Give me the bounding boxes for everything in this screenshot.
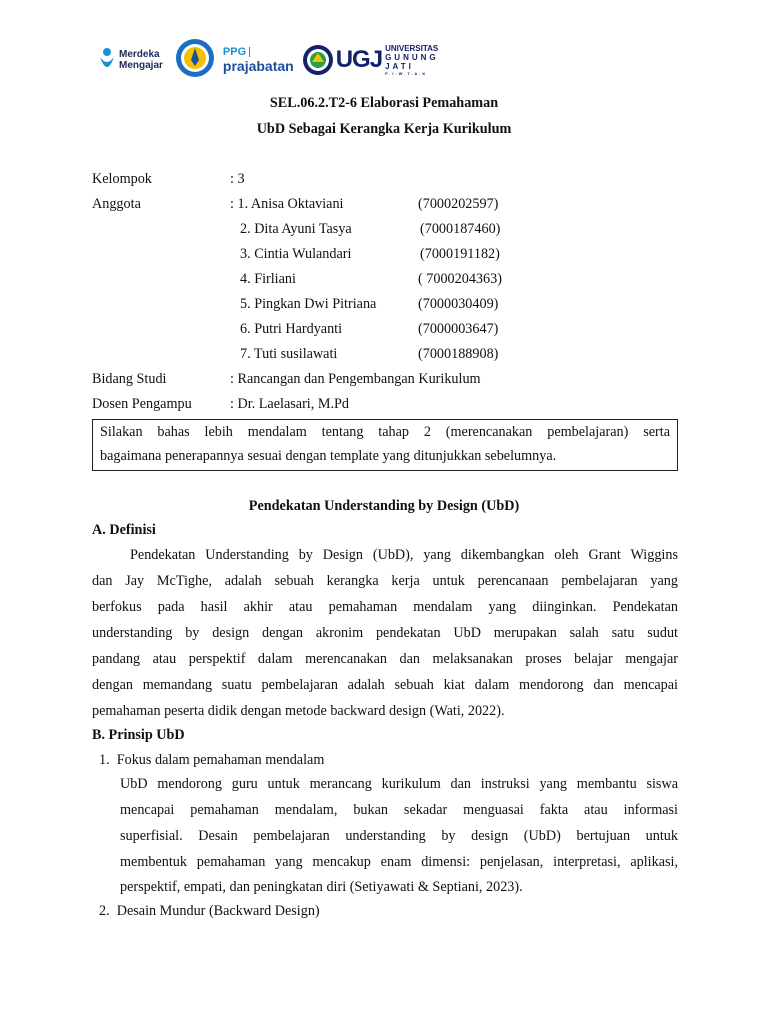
member-name: 3. Cintia Wulandari	[240, 246, 352, 262]
section-title: Pendekatan Understanding by Design (UbD)	[248, 498, 520, 514]
merdeka-mengajar-icon	[98, 47, 116, 73]
bidang-studi-label: Bidang Studi	[92, 371, 167, 387]
tut-wuri-handayani-icon	[175, 38, 215, 78]
member-id: ( 7000204363)	[418, 271, 502, 287]
member-name: 6. Putri Hardyanti	[240, 321, 343, 337]
paragraph-line: dan Jay McTighe, adalah sebuah kerangka kerja untuk perencanaan pembelajaran yang	[92, 573, 678, 589]
member-id: (7000191182)	[420, 246, 500, 262]
paragraph-line: understanding by design dengan akronim pendekatan UbD merupakan salah satu sudut	[92, 625, 678, 641]
member-name: 4. Firliani	[240, 271, 296, 287]
merdeka-mengajar-logo	[98, 47, 163, 73]
paragraph-line: UbD mendorong guru untuk merancang kurikulum dan instruksi yang membantu siswa	[120, 776, 678, 792]
paragraph-line: pandang atau perspektif dalam merencanakan dan melaksanakan proses belajar mengajar	[92, 651, 678, 667]
kelompok-label: Kelompok	[92, 171, 152, 187]
instruction-line: bagaimana penerapannya sesuai dengan template yang ditunjukkan sebelumnya.	[100, 448, 557, 464]
paragraph-line: perspektif, empati, dan peningkatan diri (Setiyawati & Septiani, 2023).	[120, 879, 523, 895]
paragraph-line: Pendekatan Understanding by Design (UbD), yang dikembangkan oleh Grant Wiggins	[130, 547, 678, 563]
ppg-prajabatan-logo	[223, 46, 294, 74]
section-b-heading: B. Prinsip UbD	[92, 727, 185, 743]
mengajar-text: Mengajar	[119, 60, 163, 71]
member-id: (7000188908)	[418, 346, 499, 362]
paragraph-line: berfokus pada hasil akhir atau pemahaman mendalam yang diinginkan. Pendekatan	[92, 599, 678, 615]
member-name: 5. Pingkan Dwi Pitriana	[240, 296, 377, 312]
paragraph-line: pemahaman peserta didik dengan metode backward design (Wati, 2022).	[92, 703, 505, 719]
paragraph-line: superfisial. Desain pembelajaran understanding by design (UbD) bertujuan untuk	[120, 828, 678, 844]
member-id: (7000202597)	[418, 196, 499, 212]
section-a-heading: A. Definisi	[92, 522, 156, 538]
prajabatan-text: prajabatan	[222, 58, 294, 74]
ugj-gunung-text: GUNUNG	[385, 53, 439, 62]
ugj-logo	[302, 44, 439, 76]
ugj-universitas-text: UNIVERSITAS	[385, 44, 439, 53]
anggota-label: Anggota	[92, 196, 141, 212]
ugj-seal-icon	[302, 44, 334, 76]
ugj-text: UGJ	[335, 46, 383, 73]
dosen-label: Dosen Pengampu	[92, 396, 192, 412]
ppg-text: PPG	[222, 46, 247, 58]
header-logos	[98, 38, 439, 82]
member-name: 2. Dita Ayuni Tasya	[240, 221, 352, 237]
instruction-line: Silakan bahas lebih mendalam tentang tahap 2 (merencanakan pembelajaran) serta	[100, 424, 670, 440]
member-id: (7000003647)	[418, 321, 499, 337]
document-title: SEL.06.2.T2-6 Elaborasi Pemahaman	[269, 95, 499, 111]
merdeka-text: Merdeka	[119, 49, 160, 60]
bidang-studi-value: : Rancangan dan Pengembangan Kurikulum	[230, 371, 481, 387]
kelompok-value: : 3	[230, 171, 245, 187]
member-name: : 1. Anisa Oktaviani	[230, 196, 344, 212]
dosen-value: : Dr. Laelasari, M.Pd	[230, 396, 349, 412]
document-subtitle: UbD Sebagai Kerangka Kerja Kurikulum	[256, 121, 512, 137]
member-name: 7. Tuti susilawati	[240, 346, 338, 362]
paragraph-line: mencapai pemahaman mendalam, bukan sekadar menguasai fakta atau informasi	[120, 802, 678, 818]
member-id: (7000187460)	[420, 221, 501, 237]
member-id: (7000030409)	[418, 296, 499, 312]
paragraph-line: membentuk pemahaman yang mencakup enam dimensi: penjelasan, interpretasi, aplikasi,	[120, 854, 678, 870]
list-item-label: 2. Desain Mundur (Backward Design)	[99, 903, 320, 919]
list-item-label: 1. Fokus dalam pemahaman mendalam	[99, 752, 325, 768]
instruction-box	[92, 419, 678, 471]
paragraph-line: dengan memandang suatu pembelajaran adalah sebuah kiat dalam mendorong dan mencapai	[92, 677, 678, 693]
ugj-jati-text: JATI	[385, 62, 414, 71]
ugj-piwtak-text: P.I.W.T.A.K	[385, 71, 428, 76]
tut-wuri-logo	[175, 38, 215, 83]
